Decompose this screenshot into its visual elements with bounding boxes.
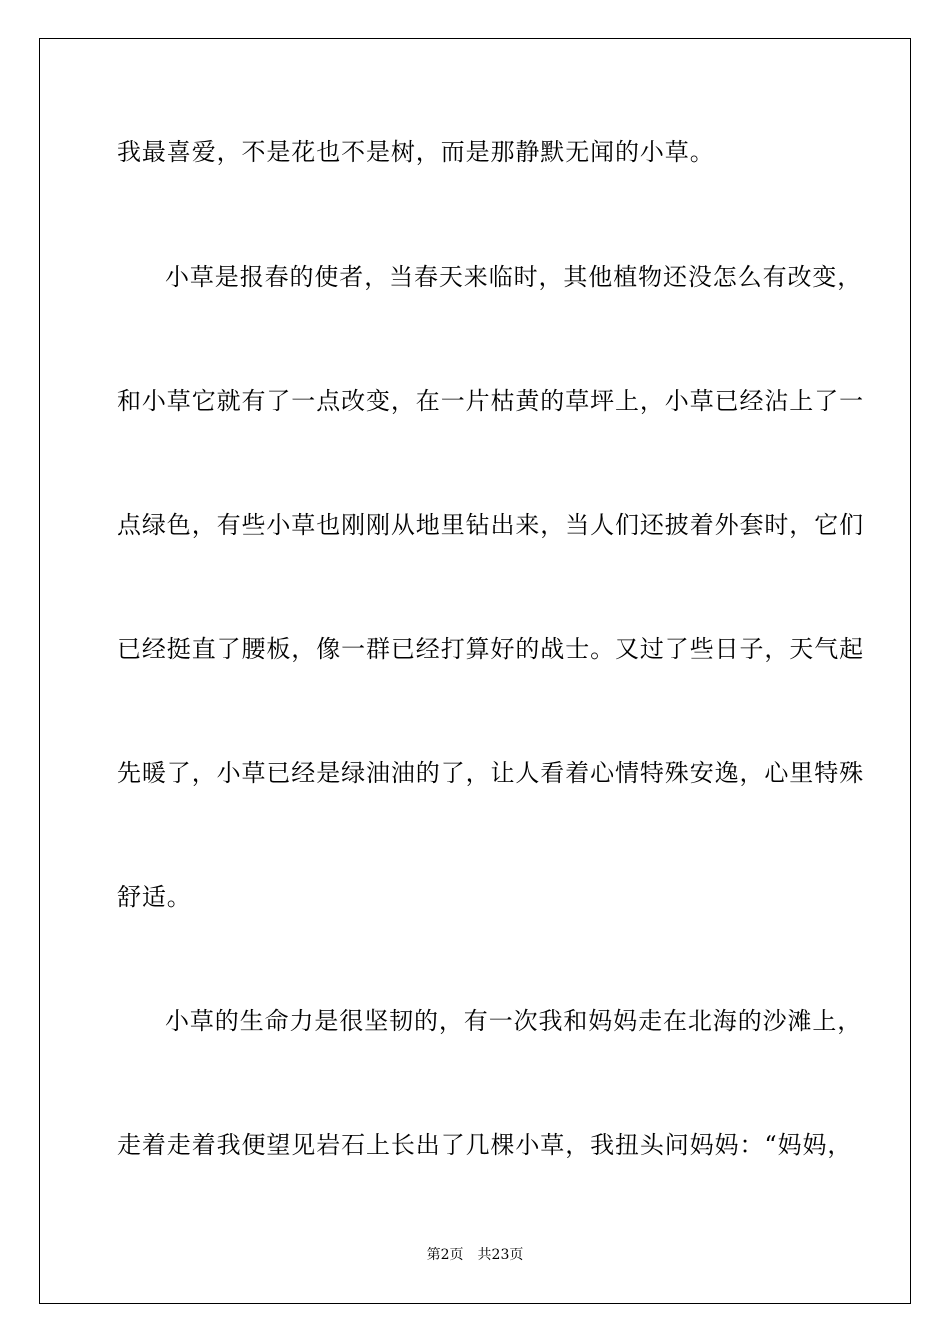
paragraph-1-line-1: 我最喜爱，不是花也不是树，而是那静默无闻的小草。 <box>117 138 715 166</box>
paragraph-2-line-1: 小草是报春的使者，当春天来临时，其他植物还没怎么有改变， <box>165 263 863 291</box>
paragraph-3-line-1: 小草的生命力是很坚韧的，有一次我和妈妈走在北海的沙滩上， <box>165 1007 863 1035</box>
page-footer <box>0 1246 950 1264</box>
page-number: 第2页 <box>426 1247 464 1263</box>
paragraph-2-line-5: 先暖了，小草已经是绿油油的了，让人看着心情特殊安逸，心里特殊 <box>117 759 864 787</box>
page-total: 共23页 <box>477 1247 524 1263</box>
paragraph-2-line-6: 舒适。 <box>117 883 192 911</box>
paragraph-3-line-2: 走着走着我便望见岩石上长出了几棵小草，我扭头问妈妈：“妈妈， <box>117 1131 853 1159</box>
paragraph-2-line-3: 点绿色，有些小草也刚刚从地里钻出来，当人们还披着外套时，它们 <box>117 511 864 539</box>
paragraph-2-line-4: 已经挺直了腰板，像一群已经打算好的战士。又过了些日子，天气起 <box>117 635 864 663</box>
paragraph-2-line-2: 和小草它就有了一点改变，在一片枯黄的草坪上，小草已经沾上了一 <box>117 387 864 415</box>
page-border <box>39 38 911 1304</box>
